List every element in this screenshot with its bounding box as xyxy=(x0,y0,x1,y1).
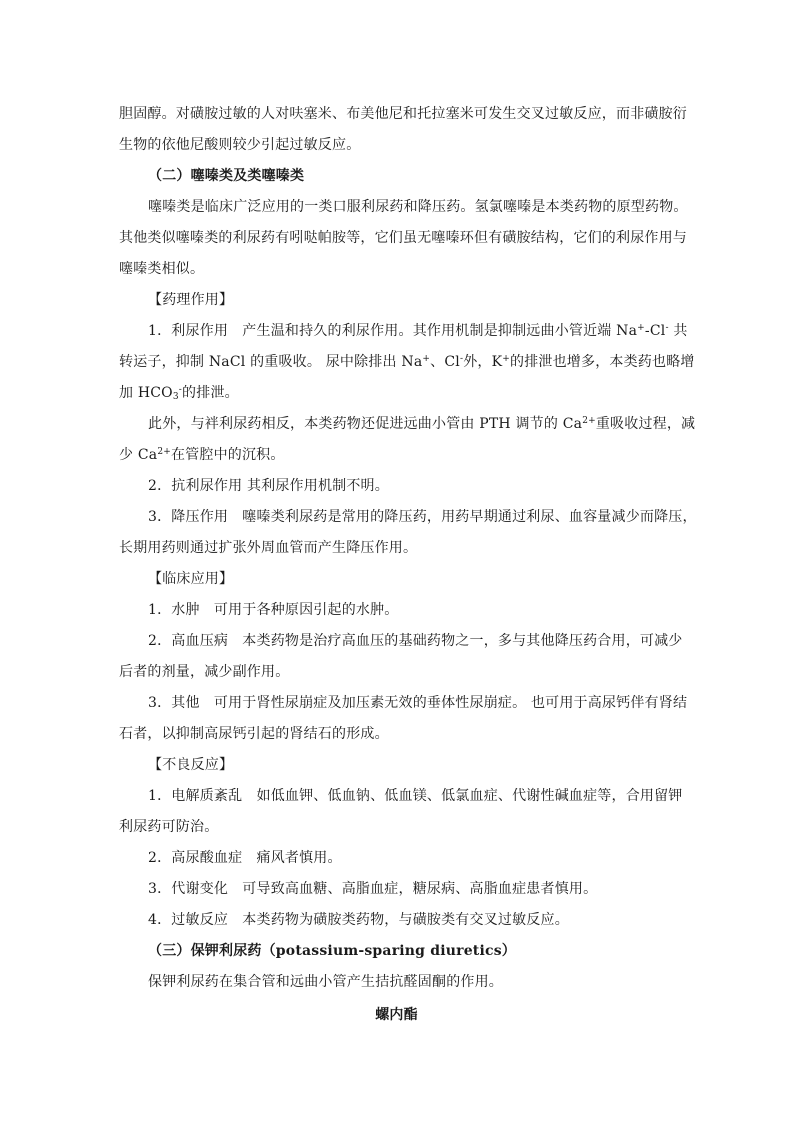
paragraph-line: 2．抗利尿作用 其利尿作用机制不明。 xyxy=(148,478,389,494)
text-run: 在管腔中的沉积。 xyxy=(170,447,285,463)
superscript: - xyxy=(459,354,464,364)
text-run: 加 HCO xyxy=(119,385,173,401)
paragraph-line: 1．水肿 可用于各种原因引起的水肿。 xyxy=(148,602,399,618)
superscript: - xyxy=(665,323,669,333)
paragraph-line: 2．高血压病 本类药物是治疗高血压的基础药物之一，多与其他降压药合用，可减少 xyxy=(148,633,683,649)
drug-title: 螺内酯 xyxy=(375,1007,418,1023)
superscript: - xyxy=(178,385,183,395)
superscript: 2+ xyxy=(582,416,596,426)
subsection-heading: 【临床应用】 xyxy=(148,571,234,587)
paragraph-line xyxy=(148,319,688,343)
paragraph-line: 1．电解质紊乱 如低血钾、低血钠、低血镁、低氯血症、代谢性碱血症等，合用留钾 xyxy=(148,788,683,804)
text-run: 共 xyxy=(668,323,688,339)
paragraph-line: 3．代谢变化 可导致高血糖、高脂血症，糖尿病、高脂血症患者慎用。 xyxy=(148,881,598,897)
paragraph-line: 利尿药可防治。 xyxy=(119,819,219,835)
paragraph-line: 胆固醇。对磺胺过敏的人对呋塞米、布美他尼和托拉塞米可发生交叉过敏反应，而非磺胺衍 xyxy=(119,106,687,122)
paragraph-line: 3．其他 可用于肾性尿崩症及加压素无效的垂体性尿崩症。 也可用于高尿钙伴有肾结 xyxy=(148,695,688,711)
paragraph-line xyxy=(119,381,679,405)
section-heading: （三）保钾利尿药（potassium-sparing diuretics） xyxy=(148,943,516,959)
paragraph-line: 噻嗪类是临床广泛应用的一类口服利尿药和降压药。氢氯噻嗪是本类药物的原型药物。 xyxy=(148,199,688,215)
paragraph-line: 保钾利尿药在集合管和远曲小管产生拮抗醛固酮的作用。 xyxy=(148,974,503,990)
superscript: + xyxy=(502,354,510,364)
text-run: 少 Ca xyxy=(119,447,158,463)
text-run: 外，K xyxy=(463,354,503,370)
subscript: 3 xyxy=(172,392,179,402)
superscript: 2+ xyxy=(157,447,171,457)
paragraph-line: 后者的剂量，减少副作用。 xyxy=(119,664,290,680)
subsection-heading: 【药理作用】 xyxy=(148,292,234,308)
text-run: -Cl xyxy=(644,323,666,339)
paragraph-line: 3．降压作用 噻嗪类利尿药是常用的降压药，用药早期通过利尿、血容量减少而降压， xyxy=(148,509,697,525)
paragraph-line xyxy=(119,350,695,374)
paragraph-line: 其他类似噻嗪类的利尿药有吲哒帕胺等，它们虽无噻嗪环但有磺胺结构，它们的利尿作用与 xyxy=(119,230,687,246)
superscript: + xyxy=(637,323,645,333)
paragraph-line: 生物的依他尼酸则较少引起过敏反应。 xyxy=(119,137,361,153)
text-run: 、Cl xyxy=(430,354,460,370)
text-run: 的排泄也增多，本类药也略增 xyxy=(510,354,695,370)
paragraph-line: 噻嗪类相似。 xyxy=(119,261,205,277)
paragraph-line: 4．过敏反应 本类药物为磺胺类药物，与磺胺类有交叉过敏反应。 xyxy=(148,912,569,928)
subsection-heading: 【不良反应】 xyxy=(148,757,234,773)
paragraph-line: 2．高尿酸血症 痛风者慎用。 xyxy=(148,850,342,866)
section-heading: （二）噻嗪类及类噻嗪类 xyxy=(148,168,305,184)
paragraph-line: 石者，以抑制高尿钙引起的肾结石的形成。 xyxy=(119,726,389,742)
text-run: 此外，与袢利尿药相反，本类药物还促进远曲小管由 PTH 调节的 Ca xyxy=(148,416,583,432)
text-run: 转运子，抑制 NaCl 的重吸收。 尿中除排出 Na xyxy=(119,354,423,370)
paragraph-line xyxy=(119,443,679,467)
paragraph-line: 长期用药则通过扩张外周血管而产生降压作用。 xyxy=(119,540,418,556)
text-run: 1．利尿作用 产生温和持久的利尿作用。其作用机制是抑制远曲小管近端 Na xyxy=(148,323,638,339)
superscript: + xyxy=(422,354,431,364)
text-run: 的排泄。 xyxy=(182,385,239,401)
text-run: 重吸收过程，减 xyxy=(595,416,696,432)
paragraph-line xyxy=(148,412,696,436)
